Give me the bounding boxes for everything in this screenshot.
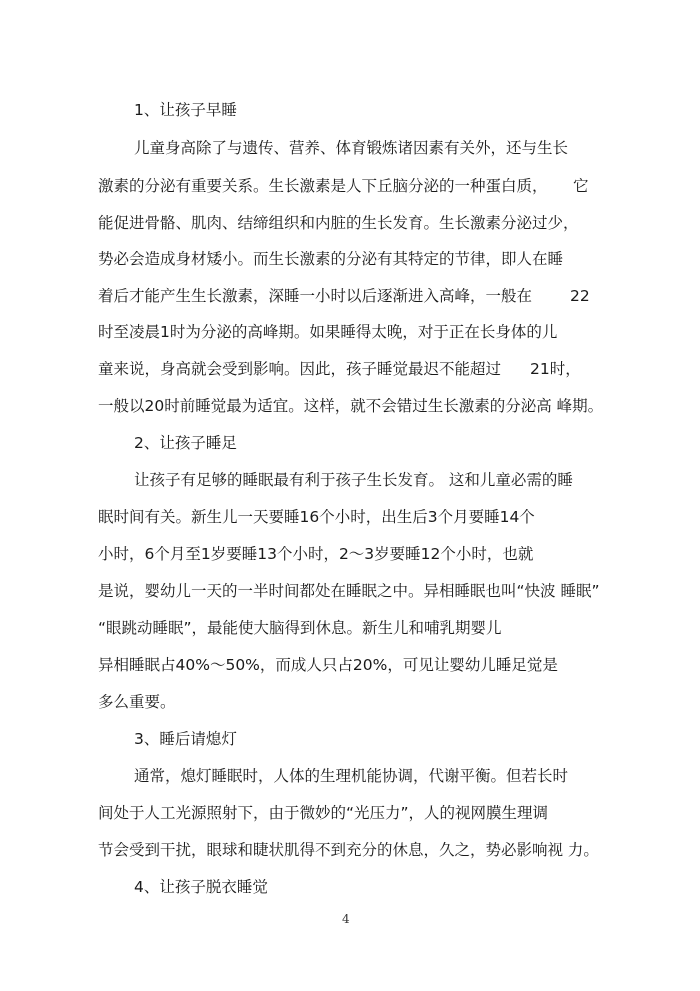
section-1-line: 势必会造成身材矮小。而生长激素的分泌有其特定的节律，即人在睡 bbox=[98, 250, 564, 268]
section-1-line: 儿童身高除了与遗传、营养、体育锻炼诸因素有关外，还与生长 bbox=[134, 139, 569, 157]
section-2-heading: 2、让孩子睡足 bbox=[134, 434, 237, 452]
section-2-line: 异相睡眠占40%〜50%，而成人只占20%，可见让婴幼儿睡足觉是 bbox=[98, 656, 558, 674]
section-1-line: 它 bbox=[573, 177, 589, 195]
section-3-line: 间处于人工光源照射下，由于微妙的“光压力”，人的视网膜生理调 bbox=[98, 804, 549, 822]
section-2-line: 是说，婴幼儿一天的一半时间都处在睡眠之中。异相睡眠也叫“快波 睡眠” bbox=[98, 582, 600, 600]
section-1-heading: 1、让孩子早睡 bbox=[134, 101, 237, 119]
section-1-line: 童来说，身高就会受到影响。因此，孩子睡觉最迟不能超过 bbox=[98, 360, 502, 378]
section-3-heading: 3、睡后请熄灯 bbox=[134, 730, 237, 748]
section-1-line: 22 bbox=[570, 287, 590, 305]
section-2-line: “眼跳动睡眠”，最能使大脑得到休息。新生儿和哺乳期婴儿 bbox=[98, 619, 502, 637]
section-4-heading: 4、让孩子脱衣睡觉 bbox=[134, 878, 268, 896]
section-1-line: 21时， bbox=[530, 360, 581, 378]
section-3-line: 通常，熄灯睡眠时，人体的生理机能协调，代谢平衡。但若长时 bbox=[134, 767, 569, 785]
section-1-line: 着后才能产生生长激素，深睡一小时以后逐渐进入高峰，一般在 bbox=[98, 287, 533, 305]
section-1-line: 激素的分泌有重要关系。生长激素是人下丘脑分泌的一种蛋白质， bbox=[98, 177, 548, 195]
section-2-line: 让孩子有足够的睡眠最有利于孩子生长发育。 这和儿童必需的睡 bbox=[134, 471, 573, 489]
section-2-line: 眠时间有关。新生儿一天要睡16个小时，出生后3个月要睡14个 bbox=[98, 508, 535, 526]
section-2-line: 多么重要。 bbox=[98, 693, 176, 711]
section-2-line: 小时，6个月至1岁要睡13个小时，2〜3岁要睡12个小时，也就 bbox=[98, 545, 534, 563]
section-1-line: 能促进骨骼、肌肉、结缔组织和内脏的生长发育。生长激素分泌过少， bbox=[98, 214, 579, 232]
section-1-line: 一般以20时前睡觉最为适宜。这样，就不会错过生长激素的分泌高 峰期。 bbox=[98, 397, 604, 415]
section-3-line: 节会受到干扰，眼球和睫状肌得不到充分的休息，久之，势必影响视 力。 bbox=[98, 841, 599, 859]
section-1-line: 时至凌晨1时为分泌的高峰期。如果睡得太晚，对于正在长身体的儿 bbox=[98, 323, 558, 341]
page-number: 4 bbox=[342, 912, 350, 926]
